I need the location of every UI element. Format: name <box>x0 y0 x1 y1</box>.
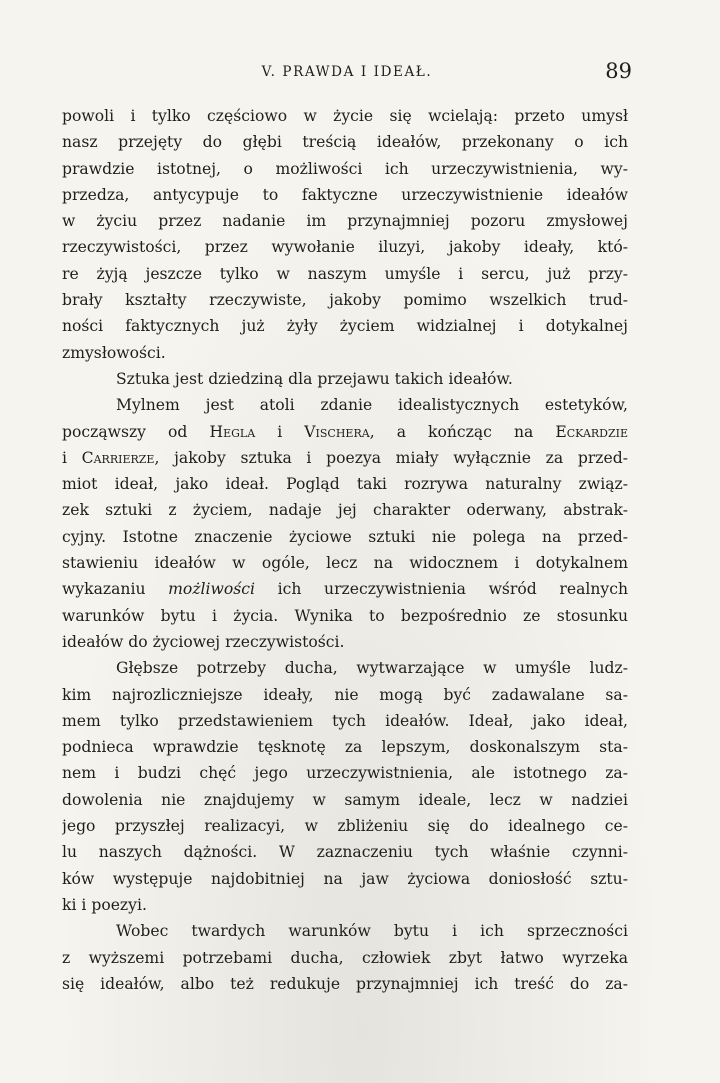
text-line <box>62 313 628 339</box>
text-line <box>62 708 628 734</box>
text-line <box>62 813 628 839</box>
page-number: 89 <box>605 59 632 83</box>
text-line <box>62 445 628 471</box>
text-line <box>62 129 628 155</box>
text-line <box>62 419 628 445</box>
text-line <box>62 103 628 129</box>
text-span: brały kształty rzeczywiste, jakoby pomimo wszelkich trud- <box>62 291 628 310</box>
text-span: Sztuka jest dziedziną dla przejawu takich ideałów. <box>116 369 513 388</box>
text-span: kim najrozliczniejsze ideały, nie mogą być zadawalane sa- <box>62 685 628 704</box>
text-line <box>62 287 628 313</box>
text-span: re żyją jeszcze tylko w naszym umyśle i sercu, już przy- <box>62 264 628 283</box>
text-span: Mylnem jest atoli zdanie idealistycznych estetyków, <box>116 396 628 415</box>
text-span: nem i budzi chęć jego urzeczywistnienia, ale istotnego za- <box>62 764 628 783</box>
text-line <box>62 234 628 260</box>
text-span: zek sztuki z życiem, nadaje jej charakter oderwany, abstrak- <box>62 501 628 520</box>
text-span: ideałów do życiowej rzeczywistości. <box>62 632 345 651</box>
text-line <box>62 945 628 971</box>
text-line <box>62 839 628 865</box>
author-name-hegel: Hegla <box>209 422 256 441</box>
text-span: Wobec twardych warunków bytu i ich sprzeczności <box>116 922 628 941</box>
text-line <box>62 340 628 366</box>
body-text <box>62 103 628 997</box>
text-line <box>62 603 628 629</box>
text-span: ich urzeczywistnienia wśród realnych <box>254 580 628 599</box>
text-span: miot ideał, jako ideał. Pogląd taki rozrywa naturalny związ- <box>62 475 628 494</box>
text-line <box>62 629 628 655</box>
text-line <box>62 576 628 602</box>
text-span: ki i poezyi. <box>62 895 147 914</box>
text-span: zmysłowości. <box>62 343 166 362</box>
text-line <box>62 866 628 892</box>
text-span: ności faktycznych już żyły życiem widzialnej i dotykalnej <box>62 317 628 336</box>
text-span: podnieca wprawdzie tęsknotę za lepszym, doskonalszym sta- <box>62 738 628 757</box>
text-line <box>62 655 628 681</box>
text-span: , jakoby sztuka i poezya miały wyłącznie za przed- <box>154 448 628 467</box>
text-line <box>62 182 628 208</box>
text-span: mem tylko przedstawieniem tych ideałów. Ideał, jako ideał, <box>62 711 628 730</box>
text-line <box>62 550 628 576</box>
text-span: i <box>255 422 305 441</box>
text-line <box>62 682 628 708</box>
text-line <box>62 918 628 944</box>
running-title: V. PRAWDA I IDEAŁ. <box>261 64 433 80</box>
text-span: Głębsze potrzeby ducha, wytwarzające w umyśle ludz- <box>116 659 628 678</box>
text-line <box>62 208 628 234</box>
text-line <box>62 524 628 550</box>
text-span: wykazaniu <box>62 580 169 599</box>
text-line <box>62 497 628 523</box>
text-span: cyjny. Istotne znaczenie życiowe sztuki nie polega na przed- <box>62 527 628 546</box>
text-span: przedza, antycypuje to faktyczne urzeczywistnienie ideałów <box>62 185 628 204</box>
text-span: jego przyszłej realizacyi, w zbliżeniu się do idealnego ce- <box>62 817 628 836</box>
author-name-eckardt: Eckardzie <box>555 422 628 441</box>
text-line <box>62 471 628 497</box>
author-name-carriere: Carrierze <box>81 448 155 467</box>
text-span: nasz przejęty do głębi treścią ideałów, przekonany o ich <box>62 133 628 152</box>
text-line <box>62 366 628 392</box>
text-line <box>62 971 628 997</box>
text-line <box>62 392 628 418</box>
text-span: stawieniu ideałów w ogóle, lecz na widocznem i dotykalnem <box>62 554 628 573</box>
text-line <box>62 760 628 786</box>
text-span: i <box>62 448 82 467</box>
text-span: , a kończąc na <box>369 422 556 441</box>
text-span: w życiu przez nadanie im przynajmniej pozoru zmysłowej <box>62 212 628 231</box>
page-header <box>62 59 632 86</box>
text-span: warunków bytu i życia. Wynika to bezpośrednio ze stosunku <box>62 606 628 625</box>
text-span: rzeczywistości, przez wywołanie iluzyi, jakoby ideały, któ- <box>62 238 628 257</box>
text-line <box>62 734 628 760</box>
text-span: się ideałów, albo też redukuje przynajmniej ich treść do za- <box>62 974 628 993</box>
text-span: począwszy od <box>62 422 210 441</box>
text-span: z wyższemi potrzebami ducha, człowiek zbyt łatwo wyrzeka <box>62 948 628 967</box>
emphasized-word: możliwości <box>168 580 255 599</box>
text-span: lu naszych dążności. W zaznaczeniu tych właśnie czynni- <box>62 843 628 862</box>
text-line <box>62 787 628 813</box>
text-line <box>62 892 628 918</box>
text-span: powoli i tylko częściowo w życie się wcielają: przeto umysł <box>62 107 628 125</box>
text-span: ków występuje najdobitniej na jaw życiowa doniosłość sztu- <box>62 869 628 888</box>
author-name-vischer: Vischera <box>304 422 370 441</box>
text-line <box>62 261 628 287</box>
text-span: dowolenia nie znajdujemy w samym ideale, lecz w nadziei <box>62 790 628 809</box>
text-line <box>62 156 628 182</box>
text-span: prawdzie istotnej, o możliwości ich urzeczywistnienia, wy- <box>62 159 628 178</box>
